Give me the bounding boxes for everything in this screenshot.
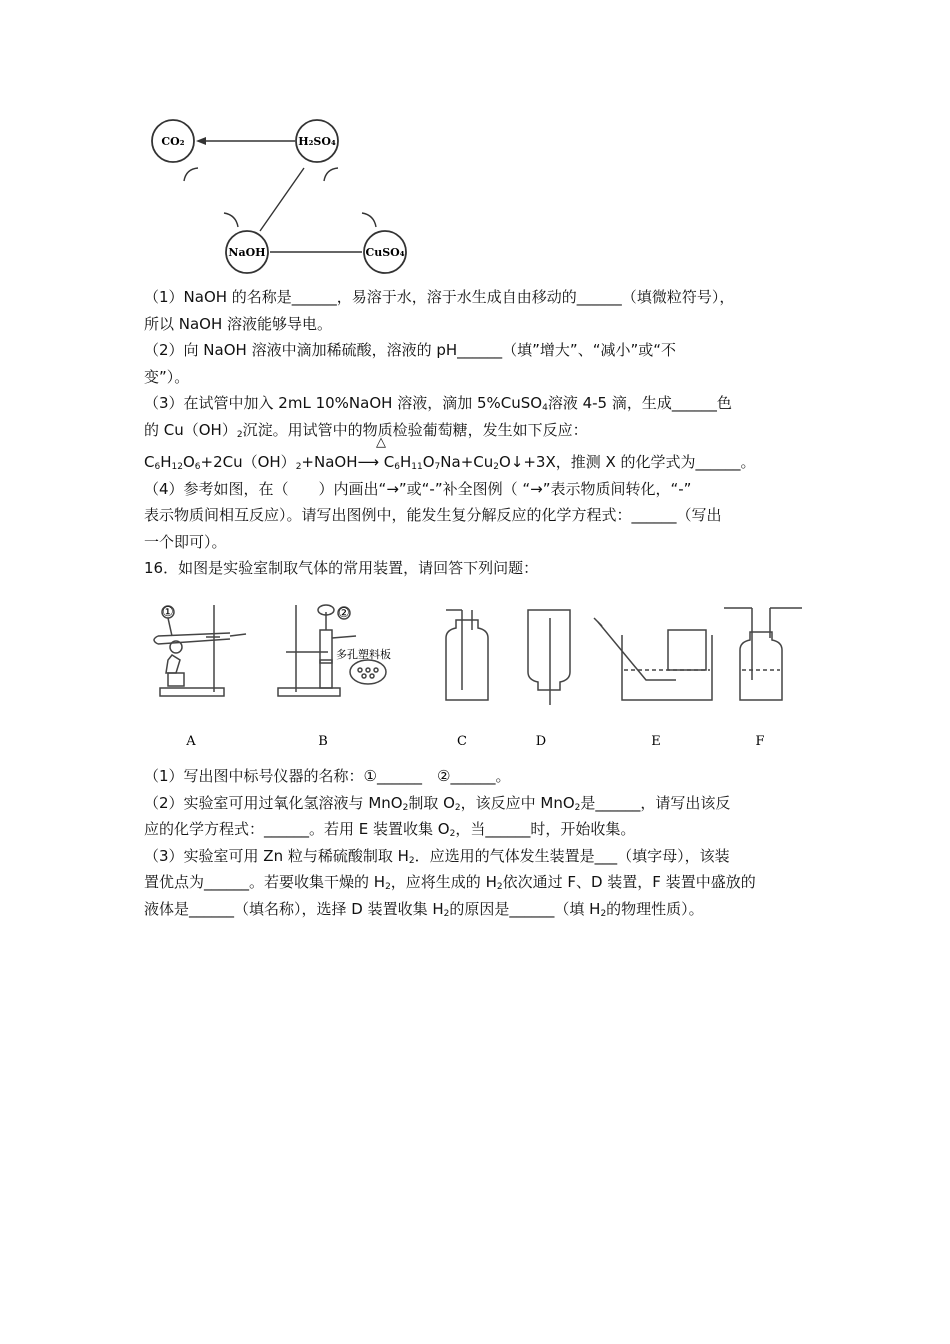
apparatus-e	[594, 618, 712, 700]
blank-bracket-mark	[224, 213, 238, 227]
label-d: D	[535, 734, 547, 749]
q15-part3-equation: △ $C_6H_{12}O_6+2Cu(OH)_2+NaOH⟶$ $C_6H_{11}O_7Na+Cu_2O↓+3X$，推测 X 的化学式为______。	[144, 435, 756, 472]
question-15-text	[144, 284, 812, 582]
blank-bracket-mark	[324, 168, 338, 181]
q15-part4-line3: 一个即可）。	[144, 532, 227, 551]
q16-part3-line2: 置优点为______。若要收集干燥的 $H_2$，应将生成的 $H_2$依次通过 F、D 装置，F 装置中盛放的	[144, 873, 756, 892]
label-c: C	[457, 734, 467, 749]
apparatus-c	[446, 610, 488, 700]
reaction-diagram	[140, 105, 430, 285]
q15-part4-line2: 表示物质间相互反应）。请写出图例中，能发生复分解反应的化学方程式：______（写出	[144, 506, 722, 524]
cuso4-label: CuSO₄	[365, 246, 405, 259]
naoh-label: NaOH	[228, 246, 266, 259]
q16-part3-line3: 液体是______（填名称），选择 D 装置收集 $H_2$的原因是______（填 $H_2$的物理性质）。	[144, 899, 704, 919]
q15-part4-line1: （4）参考如图，在（ ）内画出“→”或“-”补全图例（ “→”表示物质间转化，“-”	[144, 479, 692, 498]
q15-part1-line1: （1）NaOH 的名称是______，易溶于水，溶于水生成自由移动的______（填微粒符号），	[144, 288, 735, 306]
label-f: F	[755, 734, 765, 749]
apparatus-d	[528, 610, 570, 705]
label-e: E	[651, 734, 661, 749]
co2-label: CO₂	[161, 135, 185, 148]
apparatus-f	[724, 608, 802, 700]
reaction-condition: △	[376, 435, 386, 450]
q15-part2-line2: 变”）。	[144, 367, 190, 386]
question-16-text	[144, 763, 812, 922]
q15-part2-line1: （2）向 NaOH 溶液中滴加稀硫酸，溶液的 pH______（填”增大”、“减小”或“不	[144, 341, 677, 359]
blank-bracket-mark	[184, 168, 198, 181]
porous-plate-label: 多孔塑料板	[336, 648, 391, 661]
lab-apparatus-figure	[146, 600, 810, 755]
label-a: A	[186, 734, 196, 749]
h2so4-label: H₂SO₄	[298, 135, 336, 148]
q16-part2-line2: 应的化学方程式：______。若用 E 装置收集 $O_2$，当______时，开始收集。	[144, 820, 636, 839]
reaction-arrow: ⟶	[357, 453, 380, 471]
q15-part3-line1: （3）在试管中加入 2mL 10%NaOH 溶液，滴加 5%CuSO$_4$溶液 4-5 滴，生成______色	[144, 394, 732, 413]
label-b: B	[318, 734, 328, 749]
arrowhead-icon	[196, 137, 206, 145]
q16-part1: （1）写出图中标号仪器的名称：①______ ②______。	[144, 767, 511, 785]
blank-bracket-mark	[362, 213, 376, 227]
h2so4-naoh-line	[260, 168, 304, 231]
q16-part3-line1: （3）实验室可用 Zn 粒与稀硫酸制取 $H_2$．应选用的气体发生装置是___（填字母），该装	[144, 846, 730, 866]
q15-part1-line2: 所以 NaOH 溶液能够导电。	[144, 314, 333, 333]
marker-1: ①	[162, 605, 174, 620]
marker-2: ②	[338, 606, 350, 621]
q16-part2-line1: （2）实验室可用过氧化氢溶液与 MnO$_2$制取 $O_2$，该反应中 MnO$_2$是______，请写出该反	[144, 793, 731, 813]
q15-part3-line2: 的 $Cu(OH)_2$沉淀。用试管中的物质检验葡萄糖，发生如下反应：	[144, 420, 588, 440]
question-16-stem: 16．如图是实验室制取气体的常用装置，请回答下列问题：	[144, 559, 539, 577]
